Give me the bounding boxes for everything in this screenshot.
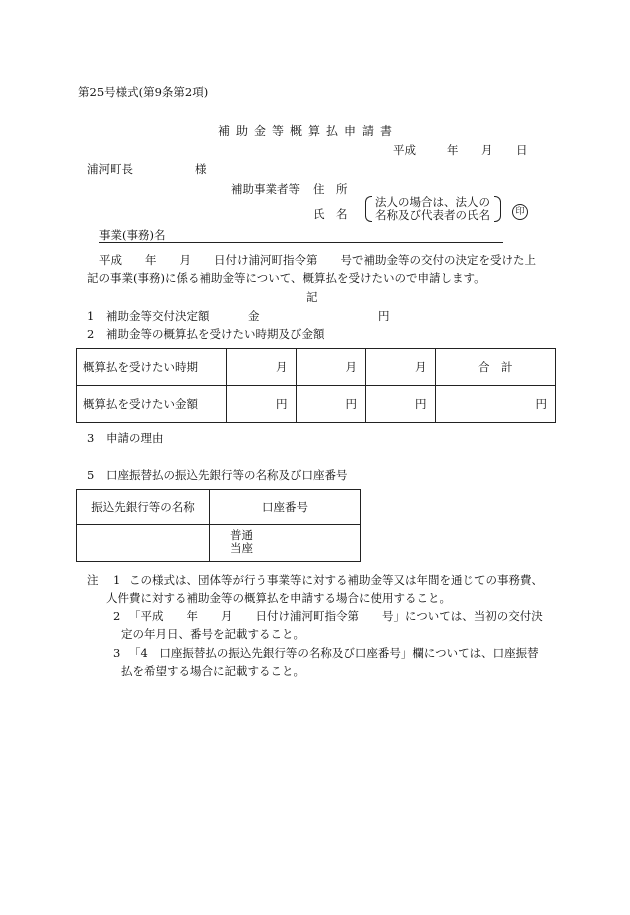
body-line-2: 記の事業(事務)に係る補助金等について、概算払を受けたいので申請します。 xyxy=(87,271,486,285)
amount-header: 概算払を受けたい金額 xyxy=(77,386,227,423)
date-day: 日 xyxy=(516,143,528,157)
period-cell-1[interactable]: 月 xyxy=(227,349,297,386)
account-number-cell[interactable] xyxy=(210,525,361,562)
project-underline xyxy=(99,242,503,243)
corporate-note-line1: 法人の場合は、法人の xyxy=(375,195,490,209)
note3-line1: 「4 口座振替払の振込先銀行等の名称及び口座番号」欄については、口座振替 xyxy=(129,646,539,660)
amount-cell-2[interactable]: 円 xyxy=(296,386,366,423)
item1-label: 補助金等交付決定額 xyxy=(106,309,210,323)
notes-prefix: 注 xyxy=(87,573,99,587)
bank-table xyxy=(76,489,361,562)
date-era: 平成 xyxy=(393,143,416,157)
ki-heading: 記 xyxy=(306,290,318,304)
account-number-header: 口座番号 xyxy=(210,490,361,525)
note3-line2: 払を希望する場合に記載すること。 xyxy=(121,664,305,678)
item1-kin: 金 xyxy=(248,309,260,323)
applicant-label: 補助事業者等 xyxy=(231,182,300,196)
item3-label: 申請の理由 xyxy=(106,431,164,445)
addressee-honorific: 様 xyxy=(195,162,207,176)
address-label: 住 所 xyxy=(313,182,348,196)
name-label: 氏 名 xyxy=(313,207,348,221)
note2-line1: 「平成 年 月 日付け浦河町指令第 号」については、当初の交付決 xyxy=(129,609,543,623)
period-cell-3[interactable]: 月 xyxy=(366,349,436,386)
item1-yen: 円 xyxy=(378,309,390,323)
amount-cell-total[interactable]: 円 xyxy=(435,386,555,423)
period-cell-2[interactable]: 月 xyxy=(296,349,366,386)
project-label: 事業(事務)名 xyxy=(99,228,166,242)
table-row xyxy=(77,386,556,423)
corporate-note-bracket xyxy=(365,196,501,222)
body-line-1: 平成 年 月 日付け浦河町指令第 号で補助金等の交付の決定を受けた上 xyxy=(99,253,536,267)
period-total-header: 合 計 xyxy=(435,349,555,386)
table-row xyxy=(77,490,361,525)
item2-label: 補助金等の概算払を受けたい時期及び金額 xyxy=(106,327,325,341)
item2-number: 2 xyxy=(87,327,95,341)
period-header: 概算払を受けたい時期 xyxy=(77,349,227,386)
item5-label: 口座振替払の振込先銀行等の名称及び口座番号 xyxy=(106,468,348,482)
page-title: 補助金等概算払申請書 xyxy=(218,124,399,138)
addressee-name: 浦河町長 xyxy=(87,162,133,176)
table-row xyxy=(77,349,556,386)
amount-cell-3[interactable]: 円 xyxy=(366,386,436,423)
amount-cell-1[interactable]: 円 xyxy=(227,386,297,423)
form-number: 第25号様式(第9条第2項) xyxy=(78,85,209,99)
schedule-table xyxy=(76,348,556,423)
table-row xyxy=(77,525,361,562)
item5-number: 5 xyxy=(87,468,95,482)
date-year: 年 xyxy=(447,143,459,157)
note2-line2: 定の年月日、番号を記載すること。 xyxy=(121,627,305,641)
seal-icon: 印 xyxy=(512,204,528,220)
account-type-current: 当座 xyxy=(230,541,253,555)
bank-name-header: 振込先銀行等の名称 xyxy=(77,490,210,525)
corporate-note-line2: 名称及び代表者の氏名 xyxy=(375,208,490,222)
account-type-ordinary: 普通 xyxy=(230,528,253,542)
note1-number: 1 xyxy=(113,573,121,587)
item3-number: 3 xyxy=(87,431,95,445)
bank-name-cell[interactable] xyxy=(77,525,210,562)
note2-number: 2 xyxy=(113,609,121,623)
note1-line2: 人件費に対する補助金等の概算払を申請する場合に使用すること。 xyxy=(106,591,451,605)
item1-number: 1 xyxy=(87,309,95,323)
note1-line1: この様式は、団体等が行う事業等に対する補助金等又は年間を通じての事務費、 xyxy=(129,573,543,587)
note3-number: 3 xyxy=(113,646,121,660)
date-month: 月 xyxy=(481,143,493,157)
